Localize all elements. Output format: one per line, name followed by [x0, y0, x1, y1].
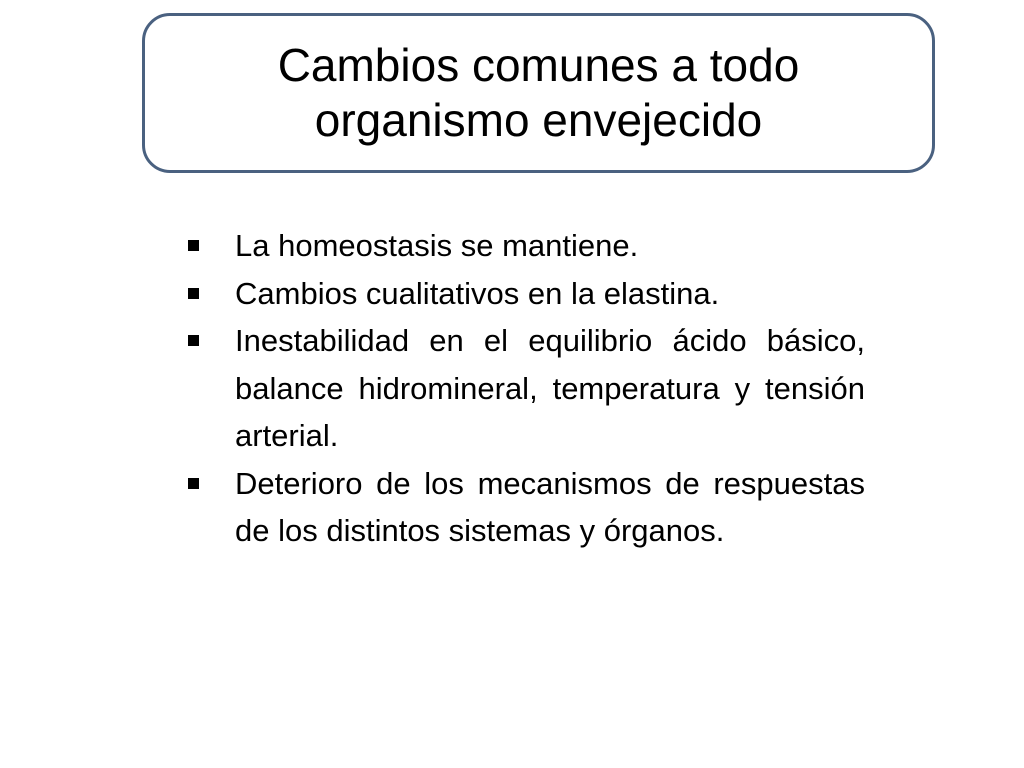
slide-title: Cambios comunes a todo organismo envejecido — [277, 39, 800, 146]
square-bullet-icon — [188, 288, 199, 299]
bullet-item — [185, 460, 865, 555]
bullet-text: Cambios cualitativos en la elastina. — [235, 275, 720, 311]
title-box — [142, 13, 935, 173]
bullet-item — [185, 270, 865, 318]
bullet-text: Deterioro de los mecanismos de respuestas de los distintos sistemas y órganos. — [235, 465, 865, 548]
bullet-list — [185, 222, 865, 555]
bullet-item — [185, 222, 865, 270]
square-bullet-icon — [188, 335, 199, 346]
bullet-item — [185, 317, 865, 460]
square-bullet-icon — [188, 240, 199, 251]
square-bullet-icon — [188, 478, 199, 489]
bullet-text: Inestabilidad en el equilibrio ácido básico, balance hidromineral, temperatura y tensión arterial. — [235, 323, 865, 453]
bullet-text: La homeostasis se mantiene. — [235, 228, 639, 263]
